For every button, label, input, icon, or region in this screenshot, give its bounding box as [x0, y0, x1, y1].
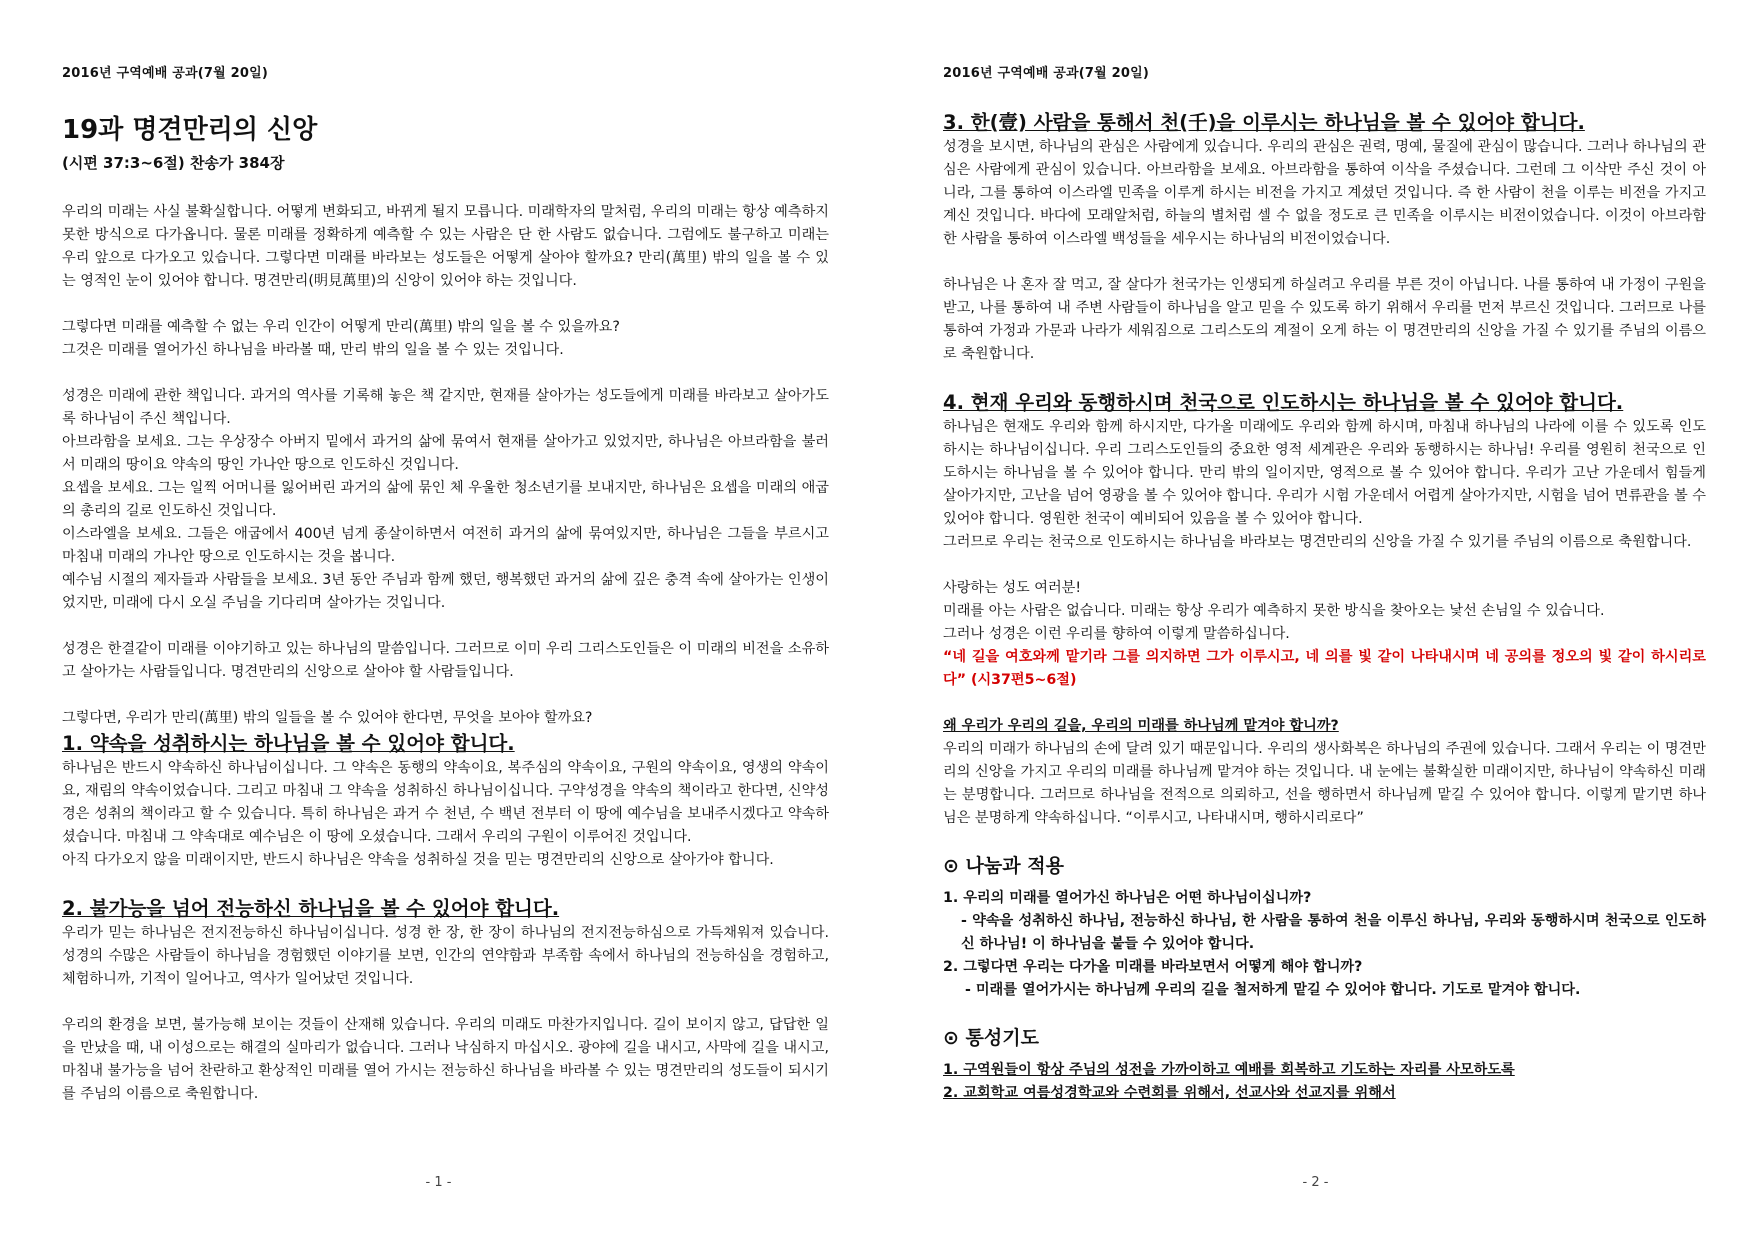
paragraph: 아직 다가오지 않을 미래이지만, 반드시 하나님은 약속을 성취하실 것을 믿는 명견만리의 신앙으로 살아가야 합니다. — [62, 852, 774, 868]
sharing-question-2: 2. 그렇다면 우리는 다가올 미래를 바라보면서 어떻게 해야 합니까? — [943, 959, 1363, 975]
section-heading-1: 1. 약속을 성취하시는 하나님을 볼 수 있어야 합니다. — [62, 732, 515, 755]
sharing-heading: ⊙ 나눔과 적용 — [943, 855, 1064, 877]
page-number: - 2 - — [1302, 1175, 1329, 1190]
section-heading-3: 3. 한(壹) 사람을 통해서 천(千)을 이루시는 하나님을 볼 수 있어야 합니다. — [943, 111, 1585, 134]
paragraph: 그렇다면, 우리가 만리(萬里) 밖의 일들을 볼 수 있어야 한다면, 무엇을 보아야 할까요? — [62, 710, 593, 726]
paragraph: 요셉을 보세요. 그는 일찍 어머니를 잃어버린 과거의 삶에 묶인 체 우울한 청소년기를 보내지만, 하나님은 요셉을 미래의 애굽의 총리의 길로 인도하신 것입니다. — [62, 480, 829, 519]
paragraph: 예수님 시절의 제자들과 사람들을 보세요. 3년 동안 주님과 함께 했던, 행복했던 과거의 삶에 깊은 충격 속에 살아가는 인생이었지만, 미래에 다시 오실 주님을 기다리며 살아가는 것입니다. — [62, 572, 829, 611]
paragraph: 그러므로 우리는 천국으로 인도하시는 하나님을 바라보는 명견만리의 신앙을 가질 수 있기를 주님의 이름으로 축원합니다. — [943, 534, 1692, 550]
paragraph: 우리가 믿는 하나님은 전지전능하신 하나님이십니다. 성경 한 장, 한 장이 하나님의 전지전능하심으로 가득채워져 있습니다. 성경의 수많은 사람들이 하나님을 경험했던 이야기를 보면, 인간의 연약함과 부족함 속에서 하나님의 전능하심을 경험하고, 체험하니까, 기적이 일어나고, 역사가 일어났던 것입니다. — [62, 925, 829, 987]
paragraph: 하나님은 현재도 우리와 함께 하시지만, 다가올 미래에도 우리와 함께 하시며, 마침내 하나님의 나라에 이를 수 있도록 인도하시는 하나님이십니다. 우리 그리스도인들의 중요한 영적 세계관은 우리와 동행하시는 하나님! 우리를 영원히 천국으로 인도하시는 하나님을 볼 수 있어야 합니다. 만리 밖의 일이지만, 영적으로 볼 수 있어야 합니다. 우리가 고난 가운데서 힘들게 살아가지만, 고난을 넘어 영광을 볼 수 있어야 합니다. 우리가 시험 가운데서 어렵게 살아가지만, 시험을 넘어 면류관을 볼 수 있어야 합니다. 영원한 천국이 예비되어 있음을 볼 수 있어야 합니다. — [943, 419, 1706, 527]
paragraph: 그것은 미래를 열어가신 하나님을 바라볼 때, 만리 밖의 일을 볼 수 있는 것입니다. — [62, 342, 564, 358]
running-header: 2016년 구역예배 공과(7월 20일) — [62, 66, 269, 81]
sharing-answer-1: - 약속을 성취하신 하나님, 전능하신 하나님, 한 사람을 통하여 천을 이루신 하나님, 우리와 동행하시며 천국으로 인도하신 하나님! 이 하나님을 붙들 수 있어야 합니다. — [961, 913, 1706, 952]
question-heading: 왜 우리가 우리의 길을, 우리의 미래를 하나님께 맡겨야 합니까? — [943, 718, 1339, 734]
section-heading-4: 4. 현재 우리와 동행하시며 천국으로 인도하시는 하나님을 볼 수 있어야 합니다. — [943, 391, 1624, 414]
page-right — [877, 0, 1754, 1240]
paragraph: 우리의 환경을 보면, 불가능해 보이는 것들이 산재해 있습니다. 우리의 미래도 마찬가지입니다. 길이 보이지 않고, 답답한 일을 만났을 때, 내 이성으로는 해결의 실마리가 없습니다. 그러나 낙심하지 마십시오. 광야에 길을 내시고, 사막에 길을 내시고, 마침내 불가능을 넘어 찬란하고 환상적인 미래를 열어 가시는 전능하신 하나님을 바라볼 수 있는 명견만리의 성도들이 되시기를 주님의 이름으로 축원합니다. — [62, 1017, 829, 1102]
sharing-answer-2: - 미래를 열어가시는 하나님께 우리의 길을 철저하게 맡길 수 있어야 합니다. 기도로 맡겨야 합니다. — [965, 982, 1581, 998]
prayer-item-1: 1. 구역원들이 항상 주님의 성전을 가까이하고 예배를 회복하고 기도하는 자리를 사모하도록 — [943, 1062, 1515, 1078]
paragraph: 하나님은 반드시 약속하신 하나님이십니다. 그 약속은 동행의 약속이요, 복주심의 약속이요, 구원의 약속이요, 영생의 약속이요, 재림의 약속이었습니다. 그리고 마침내 그 약속을 성취하신 하나님이십니다. 구약성경을 약속의 책이라고 한다면, 신약성경은 성취의 책이라고 할 수 있습니다. 특히 하나님은 과거 수 천년, 수 백년 전부터 이 땅에 예수님을 보내주시겠다고 약속하셨습니다. 마침내 그 약속대로 예수님은 이 땅에 오셨습니다. 그래서 우리의 구원이 이루어진 것입니다. — [62, 760, 829, 845]
paragraph: 아브라함을 보세요. 그는 우상장수 아버지 밑에서 과거의 삶에 묶여서 현재를 살아가고 있었지만, 하나님은 아브라함을 불러서 미래의 땅이요 약속의 땅인 가나안 땅으로 인도하신 것입니다. — [62, 434, 829, 473]
paragraph: 성경은 한결같이 미래를 이야기하고 있는 하나님의 말씀입니다. 그러므로 이미 우리 그리스도인들은 이 미래의 비전을 소유하고 살아가는 사람들입니다. 명견만리의 신앙으로 살아야 할 사람들입니다. — [62, 641, 829, 680]
paragraph: 미래를 아는 사람은 없습니다. 미래는 항상 우리가 예측하지 못한 방식을 찾아오는 낯선 손님일 수 있습니다. — [943, 603, 1605, 619]
sharing-question-1: 1. 우리의 미래를 열어가신 하나님은 어떤 하나님이십니까? — [943, 890, 1312, 906]
section-heading-2: 2. 불가능을 넘어 전능하신 하나님을 볼 수 있어야 합니다. — [62, 897, 560, 920]
paragraph: 그렇다면 미래를 예측할 수 없는 우리 인간이 어떻게 만리(萬里) 밖의 일을 볼 수 있을까요? — [62, 319, 620, 335]
paragraph: 이스라엘을 보세요. 그들은 애굽에서 400년 넘게 종살이하면서 여전히 과거의 삶에 묶여있지만, 하나님은 그들을 부르시고 마침내 미래의 가나안 땅으로 인도하시는 것을 봅니다. — [62, 526, 829, 565]
paragraph: 하나님은 나 혼자 잘 먹고, 잘 살다가 천국가는 인생되게 하실려고 우리를 부른 것이 아닙니다. 나를 통하여 내 가정이 구원을 받고, 나를 통하여 내 주변 사람들이 하나님을 알고 믿을 수 있도록 하기 위해서 우리를 먼저 부르신 것입니다. 그러므로 나를 통하여 가정과 가문과 나라가 세워짐으로 그리스도의 계절이 오게 하는 이 명견만리의 신앙을 가질 수 있기를 주님의 이름으로 축원합니다. — [943, 277, 1706, 362]
paragraph: 사랑하는 성도 여러분! — [943, 580, 1082, 596]
page-number: - 1 - — [425, 1175, 452, 1190]
paragraph: 우리의 미래가 하나님의 손에 달려 있기 때문입니다. 우리의 생사화복은 하나님의 주권에 있습니다. 그래서 우리는 이 명견만리의 신앙을 가지고 우리의 미래를 하나님께 맡겨야 하는 것입니다. 내 눈에는 불확실한 미래이지만, 하나님이 약속하신 미래는 분명합니다. 그러므로 하나님을 전적으로 의뢰하고, 선을 행하면서 하나님께 맡길 수 있어야 합니다. 이렇게 맡기면 하나님은 분명하게 약속하십니다. “이루시고, 나타내시며, 행하시리로다” — [943, 741, 1706, 826]
prayer-heading: ⊙ 통성기도 — [943, 1027, 1039, 1049]
running-header: 2016년 구역예배 공과(7월 20일) — [943, 66, 1150, 81]
scripture-quote: “네 길을 여호와께 맡기라 그를 의지하면 그가 이루시고, 네 의를 빛 같이 나타내시며 네 공의를 정오의 빛 같이 하시리로다” (시37편5~6절) — [943, 649, 1706, 688]
paragraph: 성경은 미래에 관한 책입니다. 과거의 역사를 기록해 놓은 책 같지만, 현재를 살아가는 성도들에게 미래를 바라보고 살아가도록 하나님이 주신 책입니다. — [62, 388, 829, 427]
scripture-reference: (시편 37:3~6절) 찬송가 384장 — [62, 154, 285, 172]
lesson-title: 19과 명견만리의 신앙 — [62, 115, 318, 145]
paragraph: 그러나 성경은 이런 우리를 향하여 이렇게 말씀하십니다. — [943, 626, 1290, 642]
paragraph: 성경을 보시면, 하나님의 관심은 사람에게 있습니다. 우리의 관심은 권력, 명예, 물질에 관심이 많습니다. 그러나 하나님의 관심은 사람에게 관심이 있습니다. 아브라함을 보세요. 아브라함을 통하여 이삭을 주셨습니다. 그런데 그 이삭만 주신 것이 아니라, 그를 통하여 이스라엘 민족을 이루게 하시는 비전을 가지고 계셨던 것입니다. 즉 한 사람이 천을 이루는 비전을 가지고 계신 것입니다. 바다에 모래알처럼, 하늘의 별처럼 셀 수 없을 정도로 큰 민족을 이루시는 비전이었습니다. 이것이 아브라함 한 사람을 통하여 이스라엘 백성들을 세우시는 하나님의 비전이었습니다. — [943, 139, 1706, 247]
paragraph: 우리의 미래는 사실 불확실합니다. 어떻게 변화되고, 바뀌게 될지 모릅니다. 미래학자의 말처럼, 우리의 미래는 항상 예측하지 못한 방식으로 다가옵니다. 물론 미래를 정확하게 예측할 수 있는 사람은 단 한 사람도 없습니다. 그럼에도 불구하고 미래는 우리 앞으로 다가오고 있습니다. 그렇다면 미래를 바라보는 성도들은 어떻게 살아야 할까요? 만리(萬里) 밖의 일을 볼 수 있는 영적인 눈이 있어야 합니다. 명견만리(明見萬里)의 신앙이 있어야 하는 것입니다. — [62, 204, 829, 289]
prayer-item-2: 2. 교회학교 여름성경학교와 수련회를 위해서, 선교사와 선교지를 위해서 — [943, 1085, 1396, 1101]
